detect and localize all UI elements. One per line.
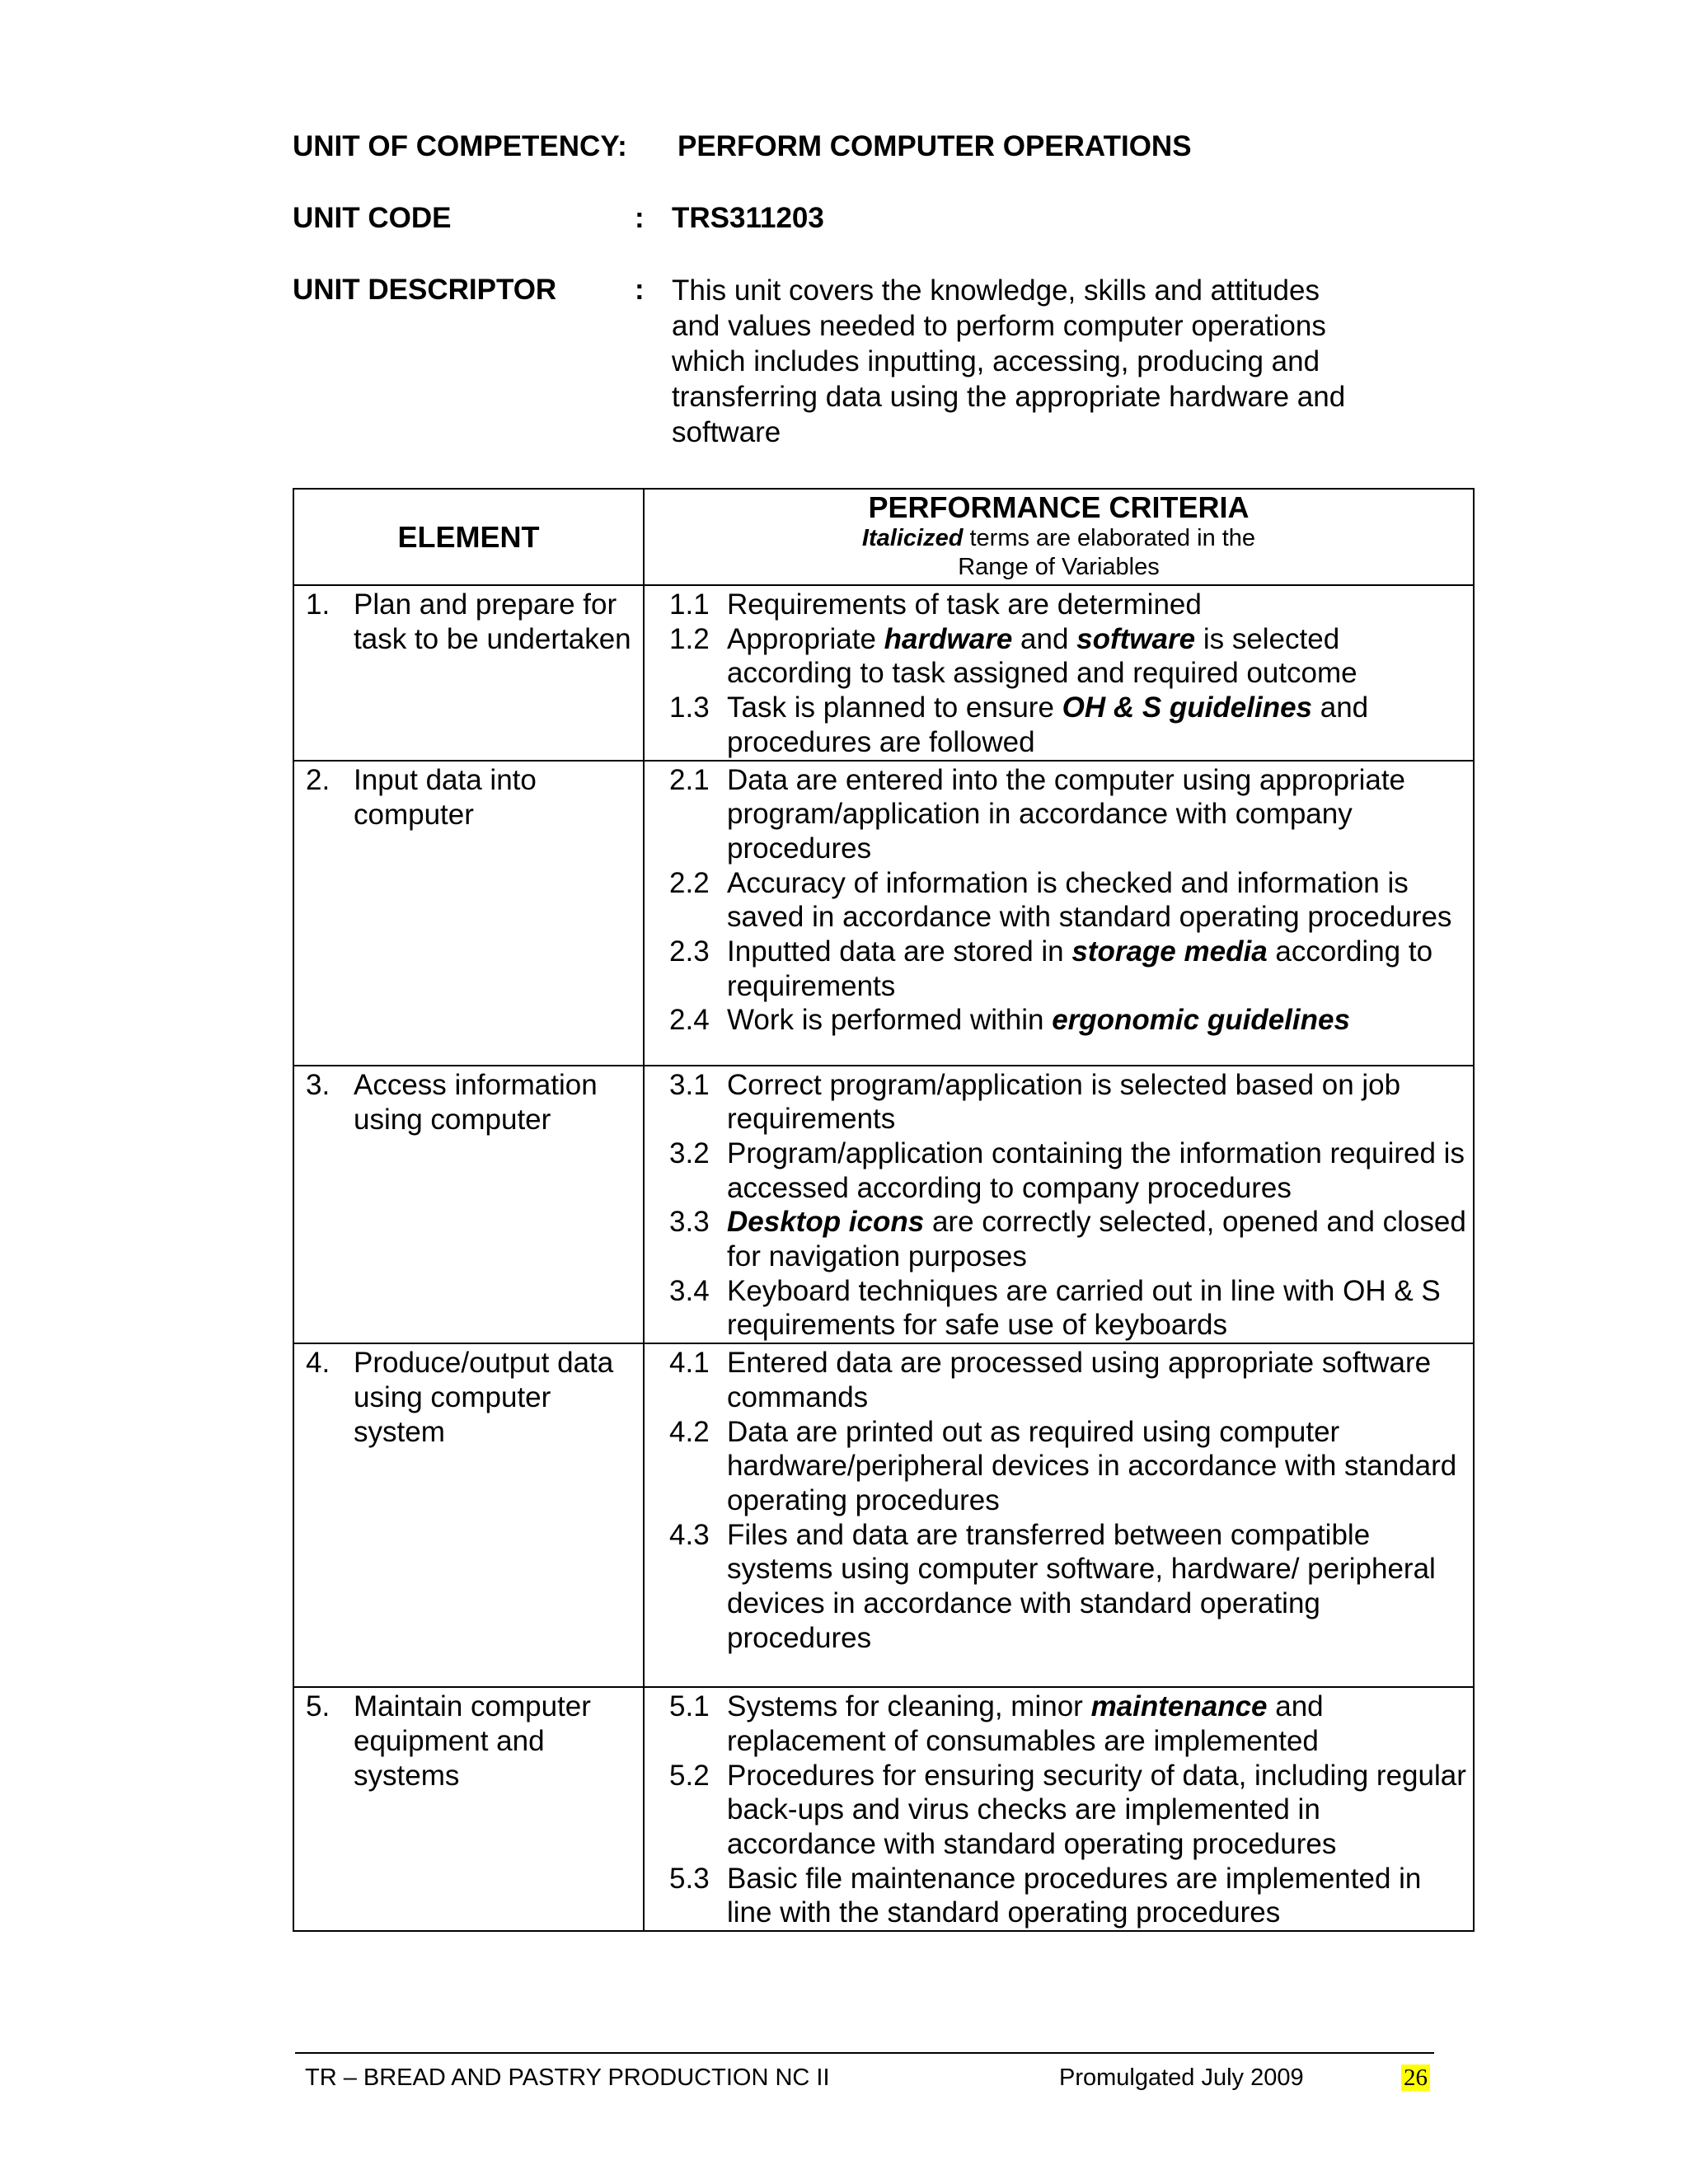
- element-cell: [293, 1343, 644, 1687]
- criterion-item: [669, 1003, 1470, 1038]
- element-text: Produce/output data using computer system: [354, 1347, 614, 1449]
- criterion-text-part: is selected according to task assigned and required outcome: [727, 622, 1357, 690]
- criterion-number: 2.2: [669, 866, 710, 899]
- element-column-header: ELEMENT: [293, 489, 644, 585]
- footer-promulgated: Promulgated July 2009: [1059, 2064, 1304, 2091]
- criteria-list: [645, 1344, 1473, 1655]
- footer-rule: [295, 2052, 1434, 2054]
- competency-table: [293, 488, 1475, 1932]
- criterion-number: 3.3: [669, 1206, 710, 1239]
- criterion-number: 1.3: [669, 691, 710, 724]
- range-of-variable-term: hardware: [884, 622, 1013, 655]
- descriptor-line: This unit covers the knowledge, skills and attitudes: [672, 274, 1320, 307]
- element-entry: [294, 586, 643, 657]
- element-cell: [293, 761, 644, 1066]
- criteria-header-note-line2: Range of Variables: [958, 554, 1160, 580]
- element-text: Access information using computer: [354, 1068, 598, 1136]
- element-cell: [293, 1687, 644, 1931]
- criteria-list: [645, 762, 1473, 1038]
- criterion-number: 4.3: [669, 1518, 710, 1551]
- criterion-text-part: Accuracy of information is checked and information is saved in accordance with standard operating procedures: [727, 866, 1452, 934]
- criterion-number: 1.2: [669, 622, 710, 655]
- criterion-item: [669, 1205, 1470, 1273]
- unit-descriptor-colon: :: [635, 274, 645, 306]
- range-of-variable-term: storage media: [1071, 935, 1268, 968]
- element-entry: [294, 1066, 643, 1137]
- criterion-item: [669, 588, 1470, 622]
- criterion-item: [669, 1274, 1470, 1343]
- criteria-list: [645, 1688, 1473, 1930]
- criterion-text-part: are correctly selected, opened and closed for navigation purposes: [727, 1206, 1466, 1273]
- criteria-list: [645, 1066, 1473, 1343]
- criterion-text-part: Program/application containing the information required is accessed according to company procedures: [727, 1137, 1465, 1204]
- criterion-text: [727, 1274, 1470, 1343]
- criteria-cell: [644, 1066, 1474, 1344]
- unit-code-label: UNIT CODE: [293, 202, 452, 234]
- element-entry: [294, 1344, 643, 1450]
- range-of-variable-term: OH & S guidelines: [1062, 691, 1313, 724]
- criterion-text: [727, 1205, 1470, 1273]
- criterion-text-part: Files and data are transferred between compatible systems using computer software, hardware/ peripheral devices in accordance with standard operating procedures: [727, 1518, 1436, 1654]
- criterion-text-part: Data are entered into the computer using appropriate program/application in accordance with company procedures: [727, 763, 1406, 865]
- descriptor-line: software: [672, 416, 781, 448]
- unit-descriptor-text: [672, 273, 1345, 450]
- criterion-text-part: Inputted data are stored in: [727, 935, 1072, 968]
- criterion-text-part: and: [1012, 622, 1077, 655]
- criterion-item: [669, 763, 1470, 866]
- element-text: Plan and prepare for task to be undertaken: [354, 588, 631, 655]
- criterion-text-part: Correct program/application is selected based on job requirements: [727, 1068, 1401, 1136]
- table-row: [293, 585, 1474, 761]
- criterion-item: [669, 1068, 1470, 1137]
- criterion-number: 4.1: [669, 1347, 710, 1380]
- criteria-header-title: PERFORMANCE CRITERIA: [868, 490, 1250, 524]
- criterion-number: 5.3: [669, 1862, 710, 1895]
- unit-code-colon: :: [635, 202, 645, 234]
- criterion-item: [669, 622, 1470, 691]
- element-text: Input data into computer: [354, 763, 537, 831]
- criterion-text-part: Entered data are processed using appropriate software commands: [727, 1347, 1432, 1413]
- unit-code-value: TRS311203: [672, 202, 824, 234]
- criteria-list: [645, 586, 1473, 760]
- criterion-item: [669, 1518, 1470, 1656]
- criterion-text: [727, 1862, 1470, 1930]
- criterion-item: [669, 1759, 1470, 1862]
- criterion-text-part: Procedures for ensuring security of data, including regular back-ups and virus checks are implemented in accordance with standard operating procedures: [727, 1759, 1466, 1860]
- table-row: [293, 1343, 1474, 1687]
- element-entry: [294, 1688, 643, 1793]
- criterion-text: [727, 1137, 1470, 1205]
- criterion-item: [669, 1862, 1470, 1930]
- descriptor-line: and values needed to perform computer operations: [672, 310, 1326, 342]
- criteria-cell: [644, 1343, 1474, 1687]
- range-of-variable-term: Desktop icons: [727, 1206, 925, 1239]
- descriptor-line: transferring data using the appropriate hardware and: [672, 381, 1346, 413]
- table-row: [293, 761, 1474, 1066]
- criterion-text: [727, 1690, 1470, 1758]
- table-row: [293, 1687, 1474, 1931]
- criterion-item: [669, 691, 1470, 759]
- criterion-item: [669, 1690, 1470, 1758]
- element-number: 5.: [306, 1690, 331, 1723]
- criterion-text: [727, 1003, 1470, 1038]
- criterion-number: 1.1: [669, 588, 710, 621]
- criterion-number: 5.2: [669, 1759, 710, 1792]
- element-number: 4.: [306, 1347, 331, 1380]
- criteria-header-note: [645, 524, 1473, 553]
- criterion-text: [727, 1759, 1470, 1862]
- criterion-text: [727, 588, 1470, 622]
- criterion-text: [727, 935, 1470, 1003]
- criterion-text-part: Basic file maintenance procedures are implemented in line with the standard operating procedures: [727, 1862, 1422, 1929]
- criterion-item: [669, 866, 1470, 935]
- criterion-number: 5.1: [669, 1690, 710, 1723]
- range-of-variable-term: maintenance: [1090, 1690, 1268, 1723]
- criterion-text-part: Requirements of task are determined: [727, 588, 1202, 621]
- footer-page-number: [1401, 2062, 1430, 2093]
- criterion-number: 3.4: [669, 1274, 710, 1307]
- criterion-text-part: and procedures are followed: [727, 691, 1369, 758]
- table-row: [293, 1066, 1474, 1344]
- criterion-number: 2.1: [669, 763, 710, 796]
- criterion-text-part: according to requirements: [727, 935, 1433, 1002]
- criteria-note-rest: terms are elaborated in the: [963, 525, 1256, 551]
- unit-of-competency-value: PERFORM COMPUTER OPERATIONS: [678, 130, 1192, 162]
- criteria-cell: [644, 1687, 1474, 1931]
- criterion-item: [669, 1415, 1470, 1518]
- criterion-text-part: Data are printed out as required using computer hardware/peripheral devices in accordance with standard operating procedures: [727, 1415, 1457, 1516]
- element-number: 2.: [306, 763, 331, 796]
- criteria-cell: [644, 761, 1474, 1066]
- criterion-text-part: Task is planned to ensure: [727, 691, 1062, 724]
- criterion-number: 4.2: [669, 1415, 710, 1448]
- criterion-item: [669, 1137, 1470, 1205]
- criterion-text: [727, 691, 1470, 759]
- criteria-note-italic: Italicized: [861, 525, 964, 551]
- criteria-column-header: [644, 489, 1474, 585]
- criterion-number: 3.2: [669, 1137, 710, 1169]
- criterion-text: [727, 622, 1470, 691]
- criterion-item: [669, 1346, 1470, 1414]
- unit-descriptor-label: UNIT DESCRIPTOR: [293, 274, 557, 306]
- unit-of-competency-label: UNIT OF COMPETENCY:: [293, 130, 627, 162]
- footer-title: TR – BREAD AND PASTRY PRODUCTION NC II: [305, 2064, 830, 2091]
- element-number: 1.: [306, 588, 331, 621]
- criterion-text-part: Systems for cleaning, minor: [727, 1690, 1091, 1723]
- criterion-text: [727, 1518, 1470, 1656]
- criterion-text: [727, 866, 1470, 935]
- criterion-number: 2.4: [669, 1004, 710, 1037]
- criterion-number: 2.3: [669, 935, 710, 968]
- criteria-cell: [644, 585, 1474, 761]
- criterion-text-part: Keyboard techniques are carried out in line with OH & S requirements for safe use of keyboards: [727, 1274, 1441, 1342]
- criterion-text: [727, 1415, 1470, 1518]
- element-entry: [294, 762, 643, 832]
- element-text: Maintain computer equipment and systems: [354, 1690, 591, 1793]
- element-cell: [293, 585, 644, 761]
- criterion-text-part: and replacement of consumables are implemented: [727, 1690, 1324, 1757]
- criterion-text: [727, 1068, 1470, 1137]
- element-cell: [293, 1066, 644, 1344]
- range-of-variable-term: ergonomic guidelines: [1052, 1004, 1350, 1037]
- criterion-text-part: Work is performed within: [727, 1004, 1053, 1037]
- criterion-item: [669, 935, 1470, 1003]
- criterion-text: [727, 763, 1470, 866]
- table-header-row: [293, 489, 1474, 585]
- range-of-variable-term: software: [1076, 622, 1196, 655]
- criterion-text: [727, 1346, 1470, 1414]
- criterion-text-part: Appropriate: [727, 622, 884, 655]
- element-number: 3.: [306, 1068, 331, 1101]
- criterion-number: 3.1: [669, 1068, 710, 1101]
- page-number: 26: [1401, 2064, 1430, 2091]
- descriptor-line: which includes inputting, accessing, producing and: [672, 345, 1320, 377]
